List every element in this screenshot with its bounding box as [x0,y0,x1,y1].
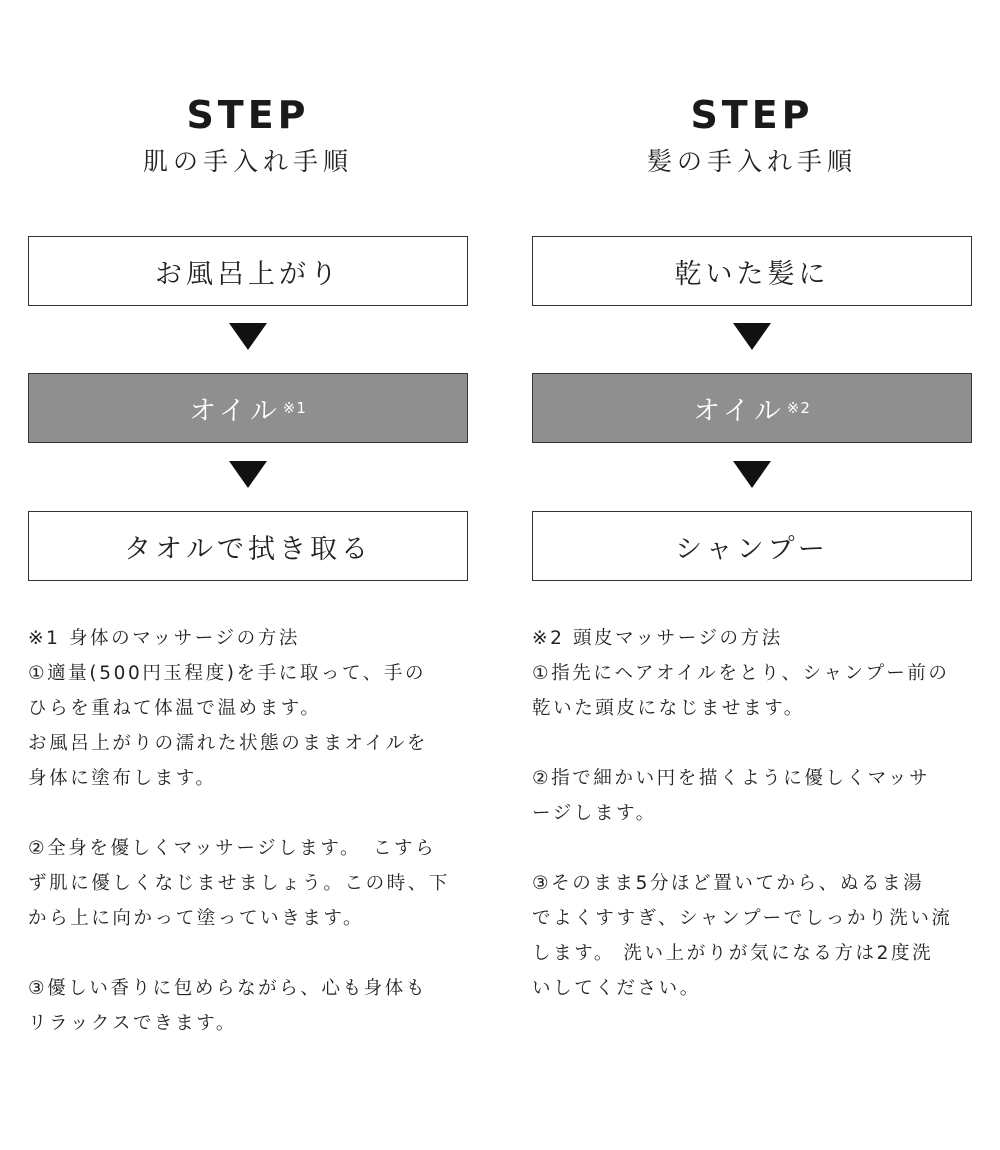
note-line: ②指で細かい円を描くように優しくマッサ [532,768,931,789]
note-line: ③優しい香りに包めらながら、心も身体も [28,978,427,999]
note-line: ージします。 [532,803,657,824]
step-box-oil: オイル ※1 [28,373,468,443]
step-label: お風呂上がり [155,258,341,290]
step-label: シャンプー [675,533,829,565]
step-title: STEP [186,93,310,137]
step-label: 乾いた髪に [674,258,830,290]
down-arrow-icon [229,461,267,488]
note-line: ②全身を優しくマッサージします。 こすら [28,838,437,859]
note-line: ひらを重ねて体温で温めます。 [28,698,322,719]
notes-heading: ※1 身体のマッサージの方法 [28,628,300,649]
step-box-3 [28,511,468,581]
note-line: 身体に塗布します。 [28,768,217,789]
massage-notes [28,621,473,1041]
step-label: オイル [693,395,785,427]
down-arrow-icon [229,323,267,350]
step-subtitle: 髪の手入れ手順 [646,147,857,176]
step-box-oil: オイル ※2 [532,373,972,443]
step-box-1 [28,236,468,306]
note-line: ず肌に優しくなじませましょう。この時、下 [28,873,451,894]
note-line: でよくすすぎ、シャンプーでしっかり洗い流 [532,908,953,929]
step-label: オイル [189,395,281,427]
note-line: から上に向かって塗っていきます。 [28,908,365,929]
down-arrow-icon [733,323,771,350]
step-label: タオルで拭き取る [124,533,372,565]
notes-heading: ※2 頭皮マッサージの方法 [532,628,783,649]
step-subtitle: 肌の手入れ手順 [142,147,353,176]
down-arrow-icon [733,461,771,488]
note-line: します。 洗い上がりが気になる方は2度洗 [532,943,934,964]
scalp-massage-notes [532,621,977,1006]
note-line: ③そのまま5分ほど置いてから、ぬるま湯 [532,873,925,894]
note-line: いしてください。 [532,978,701,999]
note-line: ①適量(500円玉程度)を手に取って、手の [28,663,427,684]
note-line: ①指先にヘアオイルをとり、シャンプー前の [532,663,950,684]
step-box-3 [532,511,972,581]
step-box-1 [532,236,972,306]
note-line: リラックスできます。 [28,1013,237,1034]
step-title: STEP [690,93,814,137]
note-line: 乾いた頭皮になじませます。 [532,698,805,719]
note-line: お風呂上がりの濡れた状態のままオイルを [28,733,428,754]
